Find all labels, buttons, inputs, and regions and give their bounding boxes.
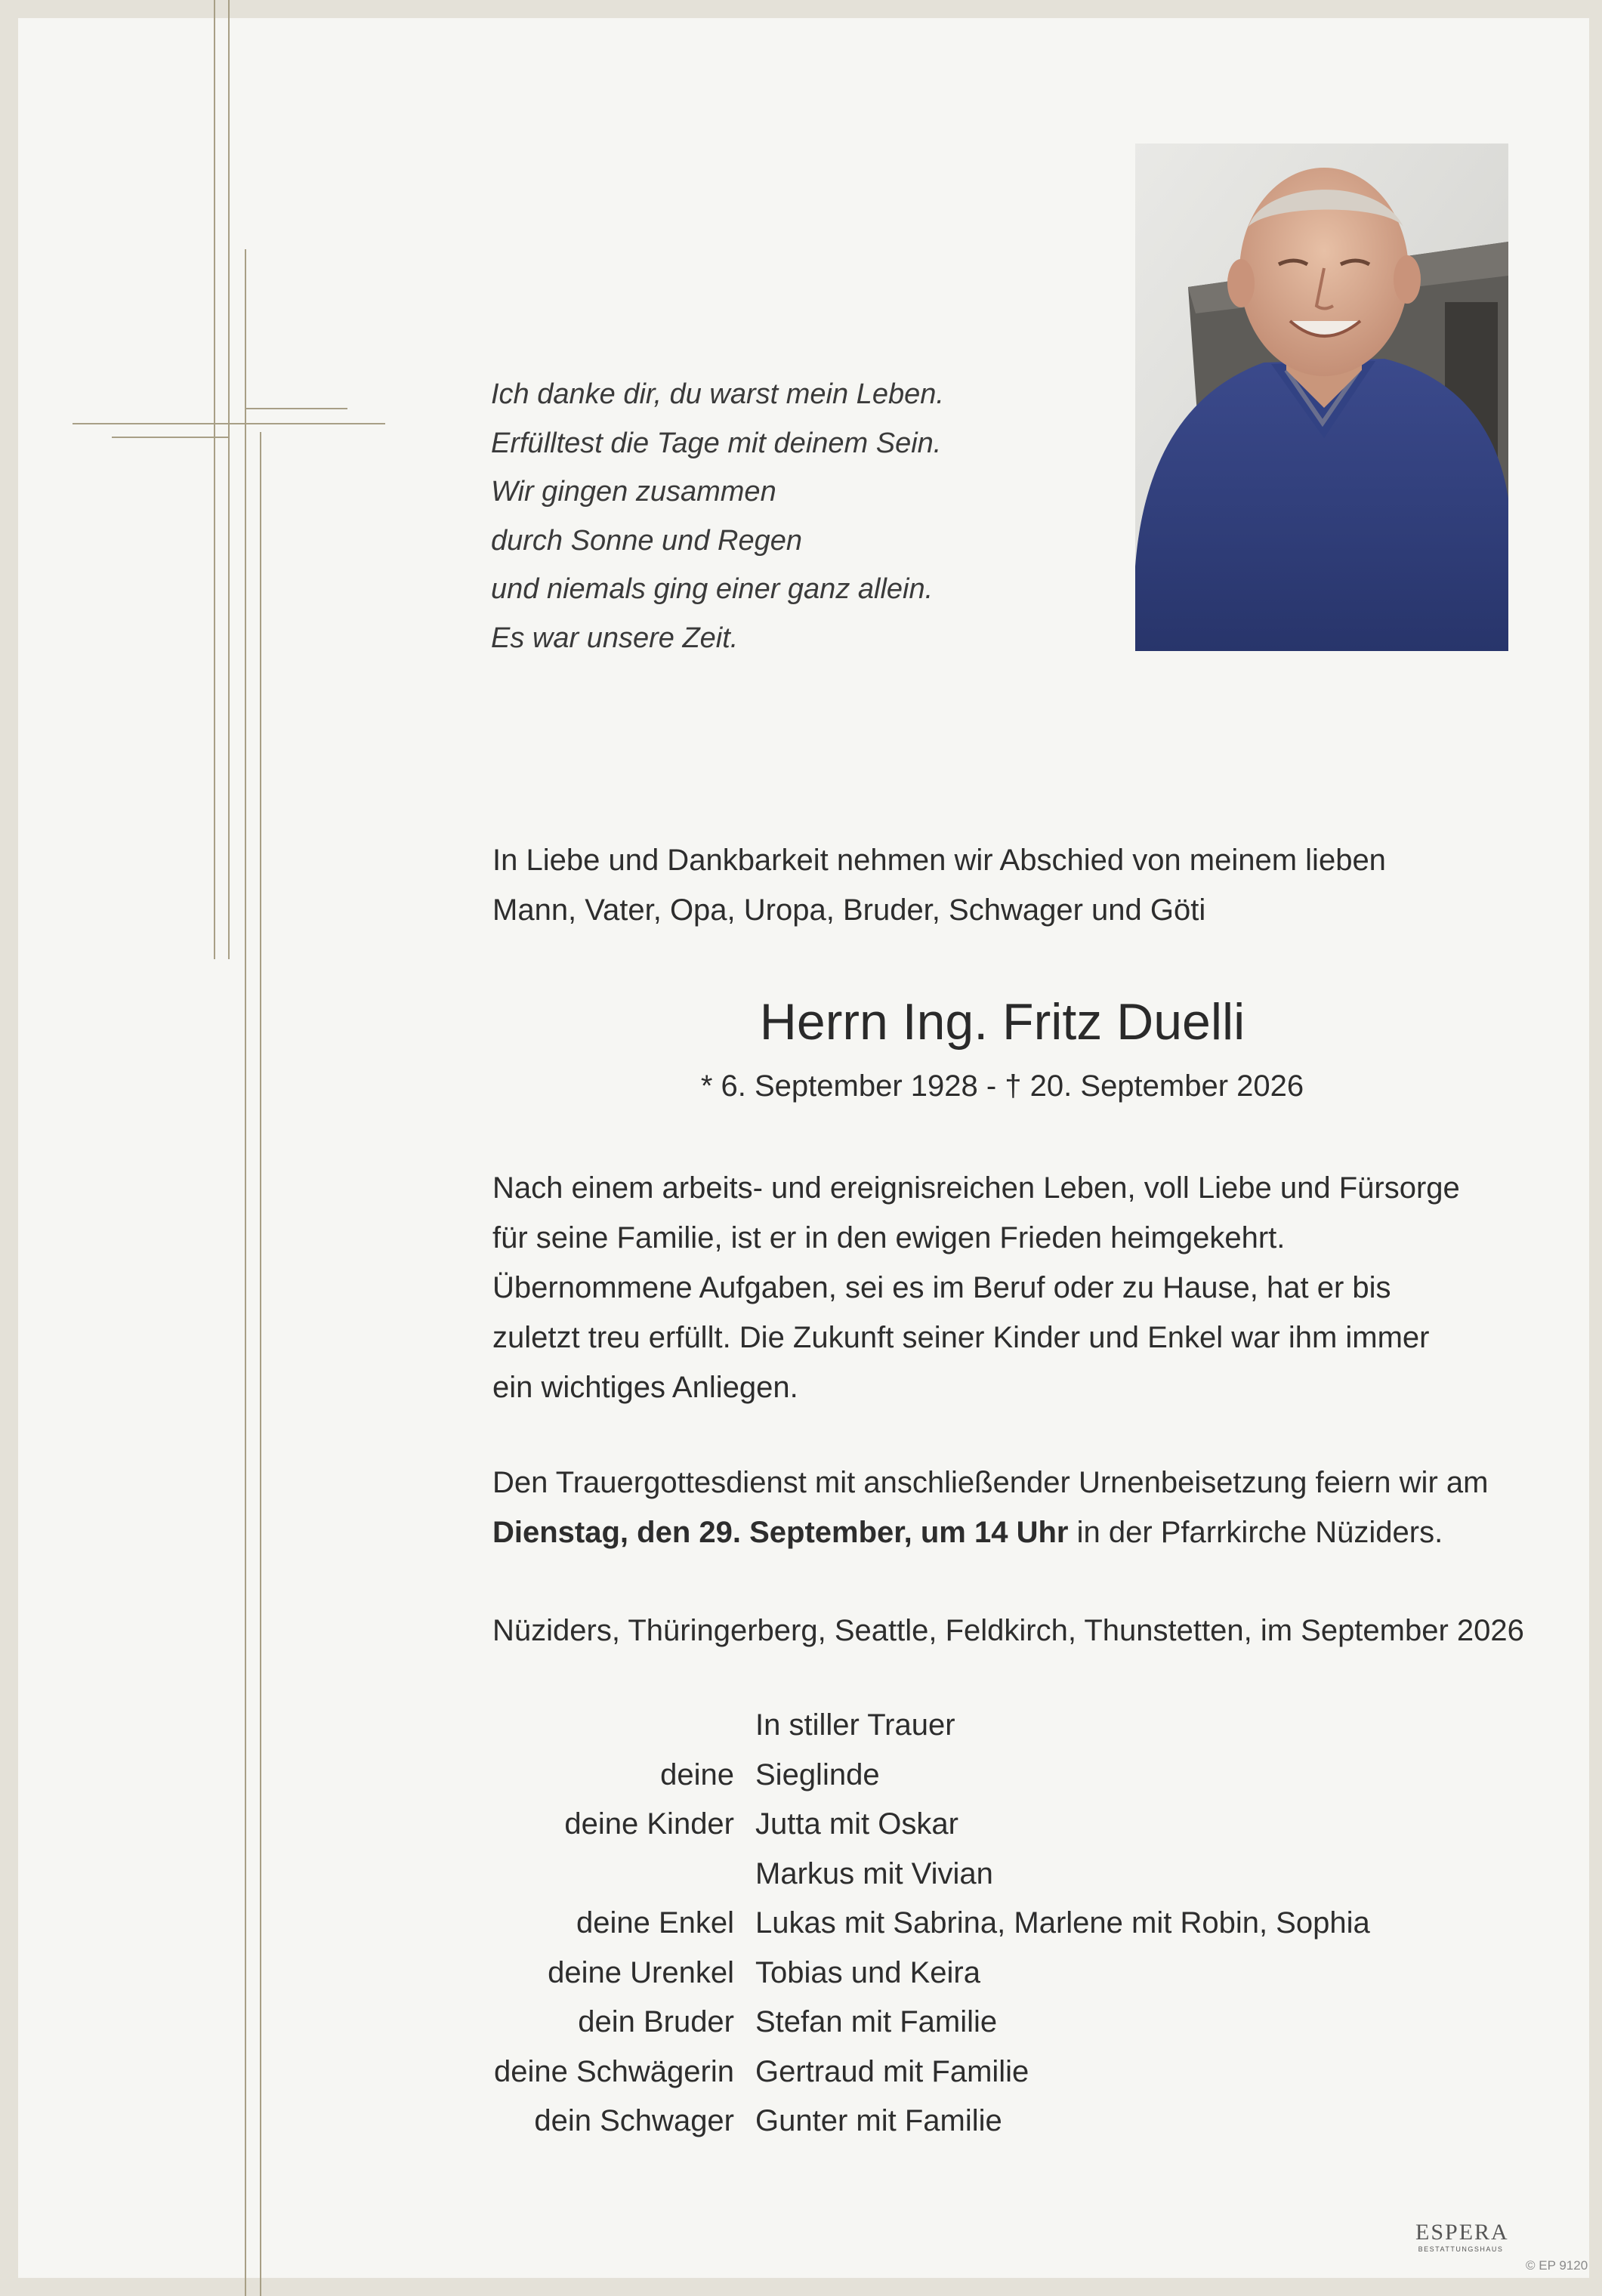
deceased-name: Herrn Ing. Fritz Duelli bbox=[759, 993, 1245, 1051]
poem-line: durch Sonne und Regen bbox=[491, 524, 802, 557]
mourner-relation bbox=[396, 1850, 755, 1899]
mourner-names: In stiller Trauer bbox=[755, 1708, 955, 1742]
intro-line: In Liebe und Dankbarkeit nehmen wir Abschied von meinem lieben bbox=[492, 844, 1386, 877]
body-line: für seine Familie, ist er in den ewigen Frieden heimgekehrt. bbox=[492, 1221, 1286, 1254]
mourner-row bbox=[396, 1751, 1529, 1801]
mourner-names: Sieglinde bbox=[755, 1757, 880, 1791]
mourner-names: Lukas mit Sabrina, Marlene mit Robin, Sophia bbox=[755, 1906, 1370, 1940]
print-code: © EP 9120 bbox=[1526, 2258, 1588, 2273]
mourner-row bbox=[396, 1800, 1529, 1850]
obituary-text bbox=[492, 1163, 1535, 1412]
service-place: in der Pfarrkirche Nüziders. bbox=[1068, 1516, 1443, 1549]
poem-line: Wir gingen zusammen bbox=[491, 476, 776, 508]
mourner-row bbox=[396, 2048, 1529, 2097]
cross-vertical-line-4 bbox=[260, 432, 261, 2296]
logo-subtitle: BESTATTUNGSHAUS bbox=[1418, 2245, 1504, 2253]
portrait-photo bbox=[1135, 144, 1508, 651]
mourner-row bbox=[396, 2097, 1529, 2146]
mourner-relation: dein Bruder bbox=[578, 2005, 734, 2038]
logo-name: ESPERA bbox=[1415, 2220, 1509, 2245]
mourner-relation: deine Kinder bbox=[564, 1807, 734, 1841]
funeral-home-logo bbox=[1415, 2220, 1509, 2254]
body-line: Übernommene Aufgaben, sei es im Beruf oder zu Hause, hat er bis bbox=[492, 1271, 1391, 1304]
body-line: Nach einem arbeits- und ereignisreichen Leben, voll Liebe und Fürsorge bbox=[492, 1171, 1460, 1205]
mourner-row bbox=[396, 1850, 1529, 1899]
places-and-date: Nüziders, Thüringerberg, Seattle, Feldkirch, Thunstetten, im September 2026 bbox=[492, 1614, 1524, 1647]
poem-line: Ich danke dir, du warst mein Leben. bbox=[491, 378, 944, 410]
service-announcement bbox=[492, 1458, 1535, 1557]
cross-vertical-line-3 bbox=[245, 249, 246, 2296]
farewell-intro bbox=[492, 835, 1512, 935]
mourner-names: Gunter mit Familie bbox=[755, 2104, 1002, 2137]
service-line-2 bbox=[492, 1508, 1535, 1557]
cross-horizontal-line-2 bbox=[73, 423, 385, 424]
poem-line: und niemals ging einer ganz allein. bbox=[491, 573, 934, 605]
mourner-names: Tobias und Keira bbox=[755, 1955, 980, 1989]
poem-line: Erfülltest die Tage mit deinem Sein. bbox=[491, 427, 942, 459]
service-date: Dienstag, den 29. September, um 14 Uhr bbox=[492, 1516, 1069, 1549]
mourner-relation bbox=[396, 1701, 755, 1751]
mourner-relation: deine Urenkel bbox=[548, 1955, 734, 1989]
mourner-row bbox=[396, 1949, 1529, 1998]
mourner-relation: deine bbox=[660, 1757, 734, 1791]
mourner-names: Jutta mit Oskar bbox=[755, 1807, 958, 1841]
mourner-relation: deine Schwägerin bbox=[494, 2054, 734, 2088]
obituary-card bbox=[18, 18, 1589, 2278]
life-dates: * 6. September 1928 - † 20. September 2026 bbox=[700, 1069, 1304, 1103]
cross-horizontal-line-3 bbox=[112, 437, 230, 438]
poem bbox=[491, 370, 1095, 662]
body-line: ein wichtiges Anliegen. bbox=[492, 1371, 798, 1404]
cross-vertical-line-2 bbox=[228, 0, 230, 959]
poem-line: Es war unsere Zeit. bbox=[491, 622, 739, 654]
mourner-row bbox=[396, 1899, 1529, 1949]
service-line-1: Den Trauergottesdienst mit anschließender Urnenbeisetzung feiern wir am bbox=[492, 1466, 1489, 1499]
mourners-list bbox=[396, 1701, 1529, 2146]
mourner-relation: dein Schwager bbox=[534, 2104, 734, 2137]
cross-vertical-line-1 bbox=[214, 0, 215, 959]
mourner-relation: deine Enkel bbox=[576, 1906, 734, 1940]
mourner-names: Markus mit Vivian bbox=[755, 1856, 993, 1890]
intro-line: Mann, Vater, Opa, Uropa, Bruder, Schwager und Göti bbox=[492, 893, 1206, 927]
mourner-names: Gertraud mit Familie bbox=[755, 2054, 1029, 2088]
mourner-names: Stefan mit Familie bbox=[755, 2005, 998, 2038]
body-line: zuletzt treu erfüllt. Die Zukunft seiner Kinder und Enkel war ihm immer bbox=[492, 1321, 1430, 1354]
mourner-row bbox=[396, 1701, 1529, 1751]
cross-horizontal-line-1 bbox=[245, 408, 347, 409]
mourner-row bbox=[396, 1998, 1529, 2048]
